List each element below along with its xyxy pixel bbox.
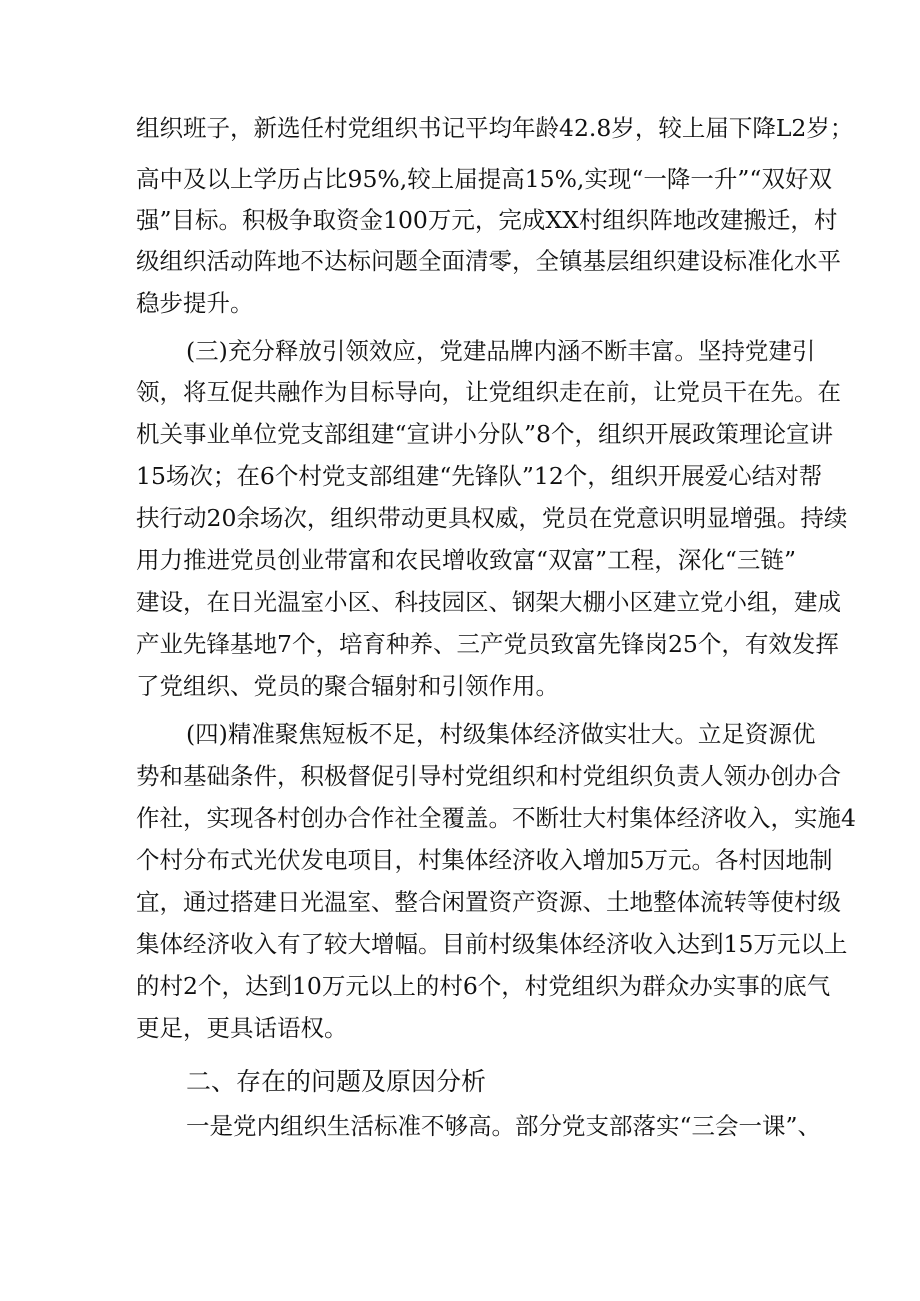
text-line: 作社，实现各村创办合作社全覆盖。不断壮大村集体经济收入，实施4	[136, 804, 856, 832]
section-heading: 二、存在的问题及原因分析	[186, 1067, 487, 1096]
text-line: 产业先锋基地7个，培育种养、三产党员致富先锋岗25个，有效发挥	[136, 630, 839, 658]
text-line: (三)充分释放引领效应，党建品牌内涵不断丰富。坚持党建引	[186, 337, 816, 365]
text-line: (四)精准聚焦短板不足，村级集体经济做实壮大。立足资源优	[186, 720, 816, 748]
text-line: 更足，更具话语权。	[136, 1014, 348, 1042]
text-line: 集体经济收入有了较大增幅。目前村级集体经济收入达到15万元以上	[136, 930, 848, 958]
text-line: 机关事业单位党支部组建“宣讲小分队”8个，组织开展政策理论宣讲	[136, 420, 833, 448]
text-line: 稳步提升。	[136, 289, 254, 317]
text-line: 领，将互促共融作为目标导向，让党组织走在前，让党员干在先。在	[136, 378, 841, 406]
text-line: 强”目标。积极争取资金100万元，完成XX村组织阵地改建搬迁，村	[136, 206, 838, 234]
text-line: 组织班子，新选任村党组织书记平均年龄42.8岁，较上届下降L2岁；	[136, 114, 854, 142]
text-line: 个村分布式光伏发电项目，村集体经济收入增加5万元。各村因地制	[136, 846, 833, 874]
text-line: 建设，在日光温室小区、科技园区、钢架大棚小区建立党小组，建成	[136, 588, 841, 616]
text-line: 宜，通过搭建日光温室、整合闲置资产资源、土地整体流转等使村级	[136, 888, 841, 916]
text-line: 15场次；在6个村党支部组建“先锋队”12个，组织开展爱心结对帮	[136, 462, 823, 490]
text-line: 的村2个，达到10万元以上的村6个，村党组织为群众办实事的底气	[136, 972, 831, 1000]
text-line: 了党组织、党员的聚合辐射和引领作用。	[136, 672, 559, 700]
text-line: 一是党内组织生活标准不够高。部分党支部落实“三会一课”、	[186, 1112, 822, 1140]
text-line: 扶行动20余场次，组织带动更具权威，党员在党意识明显增强。持续	[136, 504, 848, 532]
text-line: 势和基础条件，积极督促引导村党组织和村党组织负责人领办创办合	[136, 762, 841, 790]
text-line: 高中及以上学历占比95%,较上届提高15%,实现“一降一升”“双好双	[136, 165, 832, 193]
text-line: 级组织活动阵地不达标问题全面清零，全镇基层组织建设标准化水平	[136, 247, 841, 275]
text-line: 用力推进党员创业带富和农民增收致富“双富”工程，深化“三链”	[136, 546, 796, 574]
